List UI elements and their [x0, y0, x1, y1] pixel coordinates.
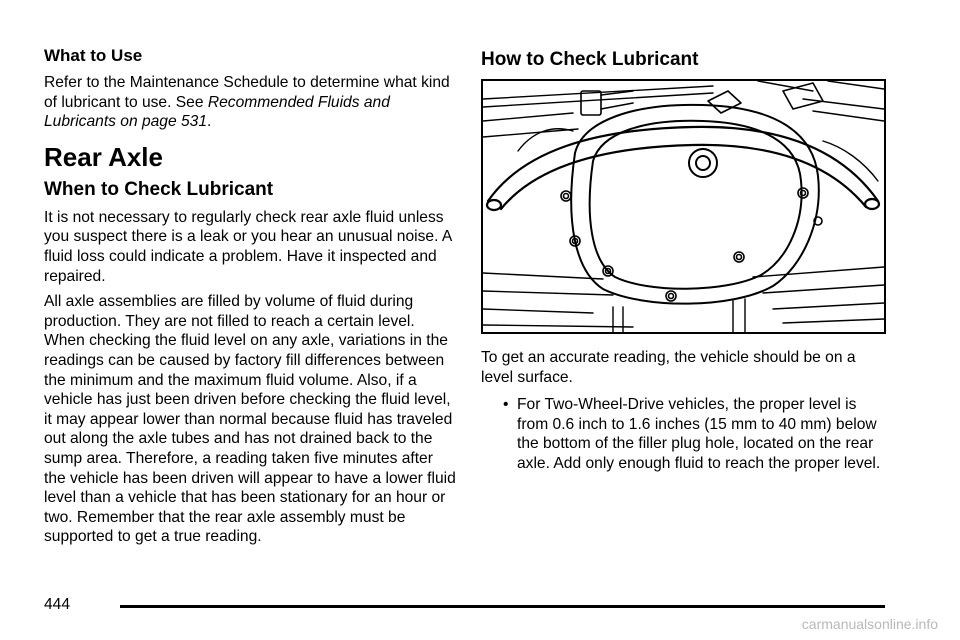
crossmember-tube — [487, 127, 879, 210]
paragraph-volume: All axle assemblies are filled by volume of fluid during production. They are not filled to reach a certain level. When checking the fluid level on any axle, variations in the readings can be caused by factory fill differences between the minimum and the maximum fluid volume. Also, if a vehicle has just been driven before checking the fluid level, it may appear lower than normal because fluid has traveled out along the axle tubes and has not drained back to the sump area. Therefore, a reading taken five minutes after the vehicle has been driven will appear to have a lower fluid level than a vehicle that has been stationary for an hour or two. Remember that the rear axle assembly must be supported to get a true reading. — [44, 293, 456, 546]
footer-rule — [120, 605, 885, 608]
section-title: Rear Axle — [44, 141, 163, 172]
cover-bolts — [561, 188, 822, 301]
what-to-use-text: Refer to the Maintenance Schedule to determine what kind of lubricant to use. See — [44, 74, 450, 111]
watermark: carmanualsonline.info — [801, 616, 938, 632]
when-to-check-heading: When to Check Lubricant — [44, 178, 274, 200]
rear-axle-illustration — [481, 79, 886, 334]
bullet-dot: • — [503, 396, 509, 414]
what-to-use-end: . — [207, 113, 212, 131]
right-column — [481, 30, 891, 474]
fluids-reference: Recommended Fluids and Lubricants on page 531 — [44, 93, 390, 131]
level-surface-paragraph: To get an accurate reading, the vehicle should be on a level surface. — [481, 349, 856, 386]
paragraph-leak: It is not necessary to regularly check rear axle fluid unless you suspect there is a leak or you hear an unusual noise. A fluid loss could indicate a problem. Have it inspected and repaired. — [44, 208, 452, 285]
what-to-use-paragraph — [44, 73, 456, 132]
bullet-text: For Two-Wheel-Drive vehicles, the proper level is from 0.6 inch to 1.6 inches (15 mm to 40 mm) below the bottom of the filler plug hole, located on the rear axle. Add only enough fluid to reach the proper level. — [517, 396, 881, 472]
chassis-lines — [483, 81, 884, 327]
what-to-use-heading: What to Use — [44, 46, 143, 65]
how-to-check-heading: How to Check Lubricant — [481, 49, 699, 70]
two-wheel-drive-bullet — [481, 395, 891, 473]
left-column — [44, 30, 456, 554]
page-number: 444 — [44, 596, 71, 613]
